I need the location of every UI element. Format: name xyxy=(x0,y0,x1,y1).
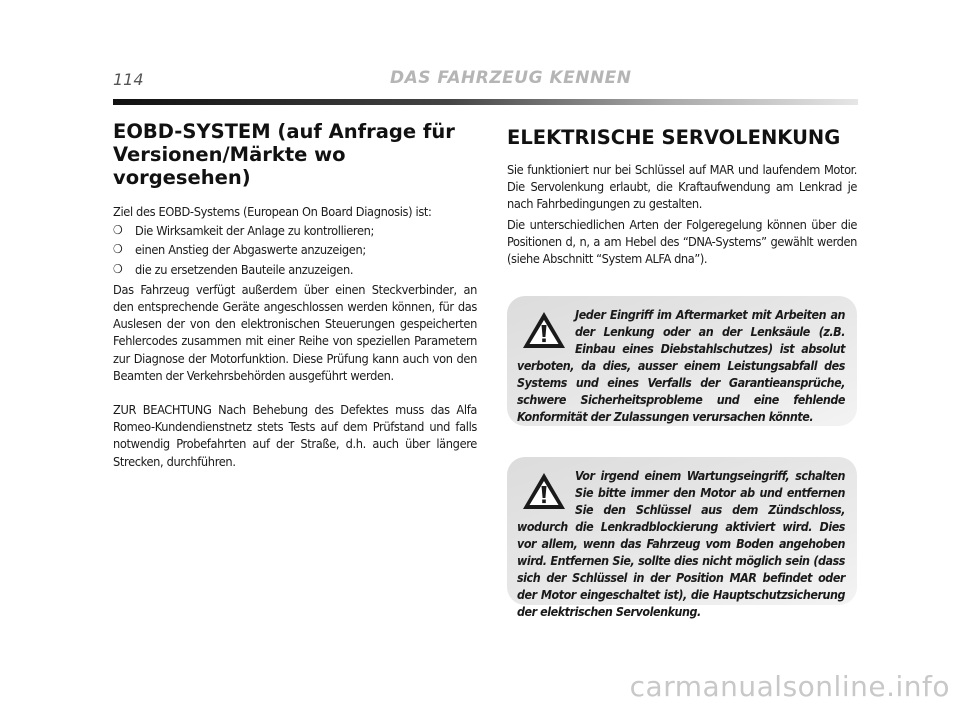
eobd-bullet-list xyxy=(113,222,477,278)
warning-text-1: Jeder Eingriff im Aftermarket mit Arbeiten an der Lenkung oder an der Lenksäule (z.B. Einbau eines Diebstahlschutzes) ist absolut verboten, da dies, ausser einem Leistungsabfall des Systems und eines Verfalls der Garantieansprüche, schwere Sicherheitsprobleme und eine fehlende Konformität der Zulassungen verursachen könnte. xyxy=(517,307,845,424)
warning-text-2: Vor irgend einem Wartungseingriff, schalten Sie bitte immer den Motor ab und entfernen Sie den Schlüssel aus dem Zündschloss, wodurch die Lenkradblockierung aktiviert wird. Dies vor allem, wenn das Fahrzeug vom Boden angehoben wird. Entfernen Sie, sollte dies nicht möglich sein (dass sich der Schlüssel in der Position MAR befindet oder der Motor eingeschaltet ist), die Hauptschutzsicherung der elektrischen Servolenkung. xyxy=(517,468,845,619)
warning-triangle-icon xyxy=(521,471,567,511)
eobd-section-title xyxy=(113,120,477,189)
watermark: carmanualsonline.info xyxy=(629,670,950,703)
spacer xyxy=(113,384,477,401)
bullet-circle-icon: ❍ xyxy=(113,223,123,238)
page-number: 114 xyxy=(113,70,144,89)
list-item xyxy=(113,222,477,239)
left-column xyxy=(113,120,477,470)
list-item-text: Die Wirksamkeit der Anlage zu kontrollieren; xyxy=(135,223,375,239)
bullet-circle-icon: ❍ xyxy=(113,242,123,257)
servolenkung-section-title: ELEKTRISCHE SERVOLENKUNG xyxy=(507,126,841,149)
header-rule xyxy=(113,99,858,105)
right-column xyxy=(507,120,857,267)
warning-box-1 xyxy=(507,296,857,426)
servolenkung-paragraph-1: Sie funktioniert nur bei Schlüssel auf MAR und laufendem Motor. Die Servolenkung erlaubt, die Kraftaufwendung am Lenkrad je nach Fahrbedingungen zu gestalten. xyxy=(507,162,857,212)
eobd-title-line-2: Versionen/Märkte wo vorgesehen) xyxy=(113,143,346,189)
list-item-text: einen Anstieg der Abgaswerte anzuzeigen; xyxy=(135,242,366,258)
servolenkung-paragraph-2: Die unterschiedlichen Arten der Folgeregelung können über die Positionen d, n, a am Hebel des “DNA-Systems” gewählt werden (siehe Abschnitt “System ALFA dna”). xyxy=(507,216,857,267)
list-item-text: die zu ersetzenden Bauteile anzuzeigen. xyxy=(135,261,354,277)
eobd-intro: Ziel des EOBD-Systems (European On Board Diagnosis) ist: xyxy=(113,204,432,219)
warning-triangle-icon xyxy=(521,310,567,350)
bullet-circle-icon: ❍ xyxy=(113,261,123,276)
eobd-paragraph: Das Fahrzeug verfügt außerdem über einen Steckverbinder, an den entsprechende Geräte angeschlossen werden können, für das Auslesen der von den elektronischen Steuerungen gespeicherten Fehlercodes zusammen mit einer Reihe von speziellen Parametern zur Diagnose der Motorfunktion. Diese Prüfung kann auch von den Beamten der Verkehrsbehörden ausgeführt werden. xyxy=(113,281,477,383)
eobd-title-line-1: EOBD-SYSTEM (auf Anfrage für xyxy=(113,120,455,143)
warning-box-2 xyxy=(507,457,857,619)
list-item xyxy=(113,261,477,278)
running-title: DAS FAHRZEUG KENNEN xyxy=(390,68,632,88)
list-item xyxy=(113,241,477,258)
eobd-note: ZUR BEACHTUNG Nach Behebung des Defektes muss das Alfa Romeo-Kundendienstnetz stets Tests auf dem Prüfstand und falls notwendig Probefahrten auf der Straße, d.h. auch über längere Strecken, durchführen. xyxy=(113,402,477,469)
